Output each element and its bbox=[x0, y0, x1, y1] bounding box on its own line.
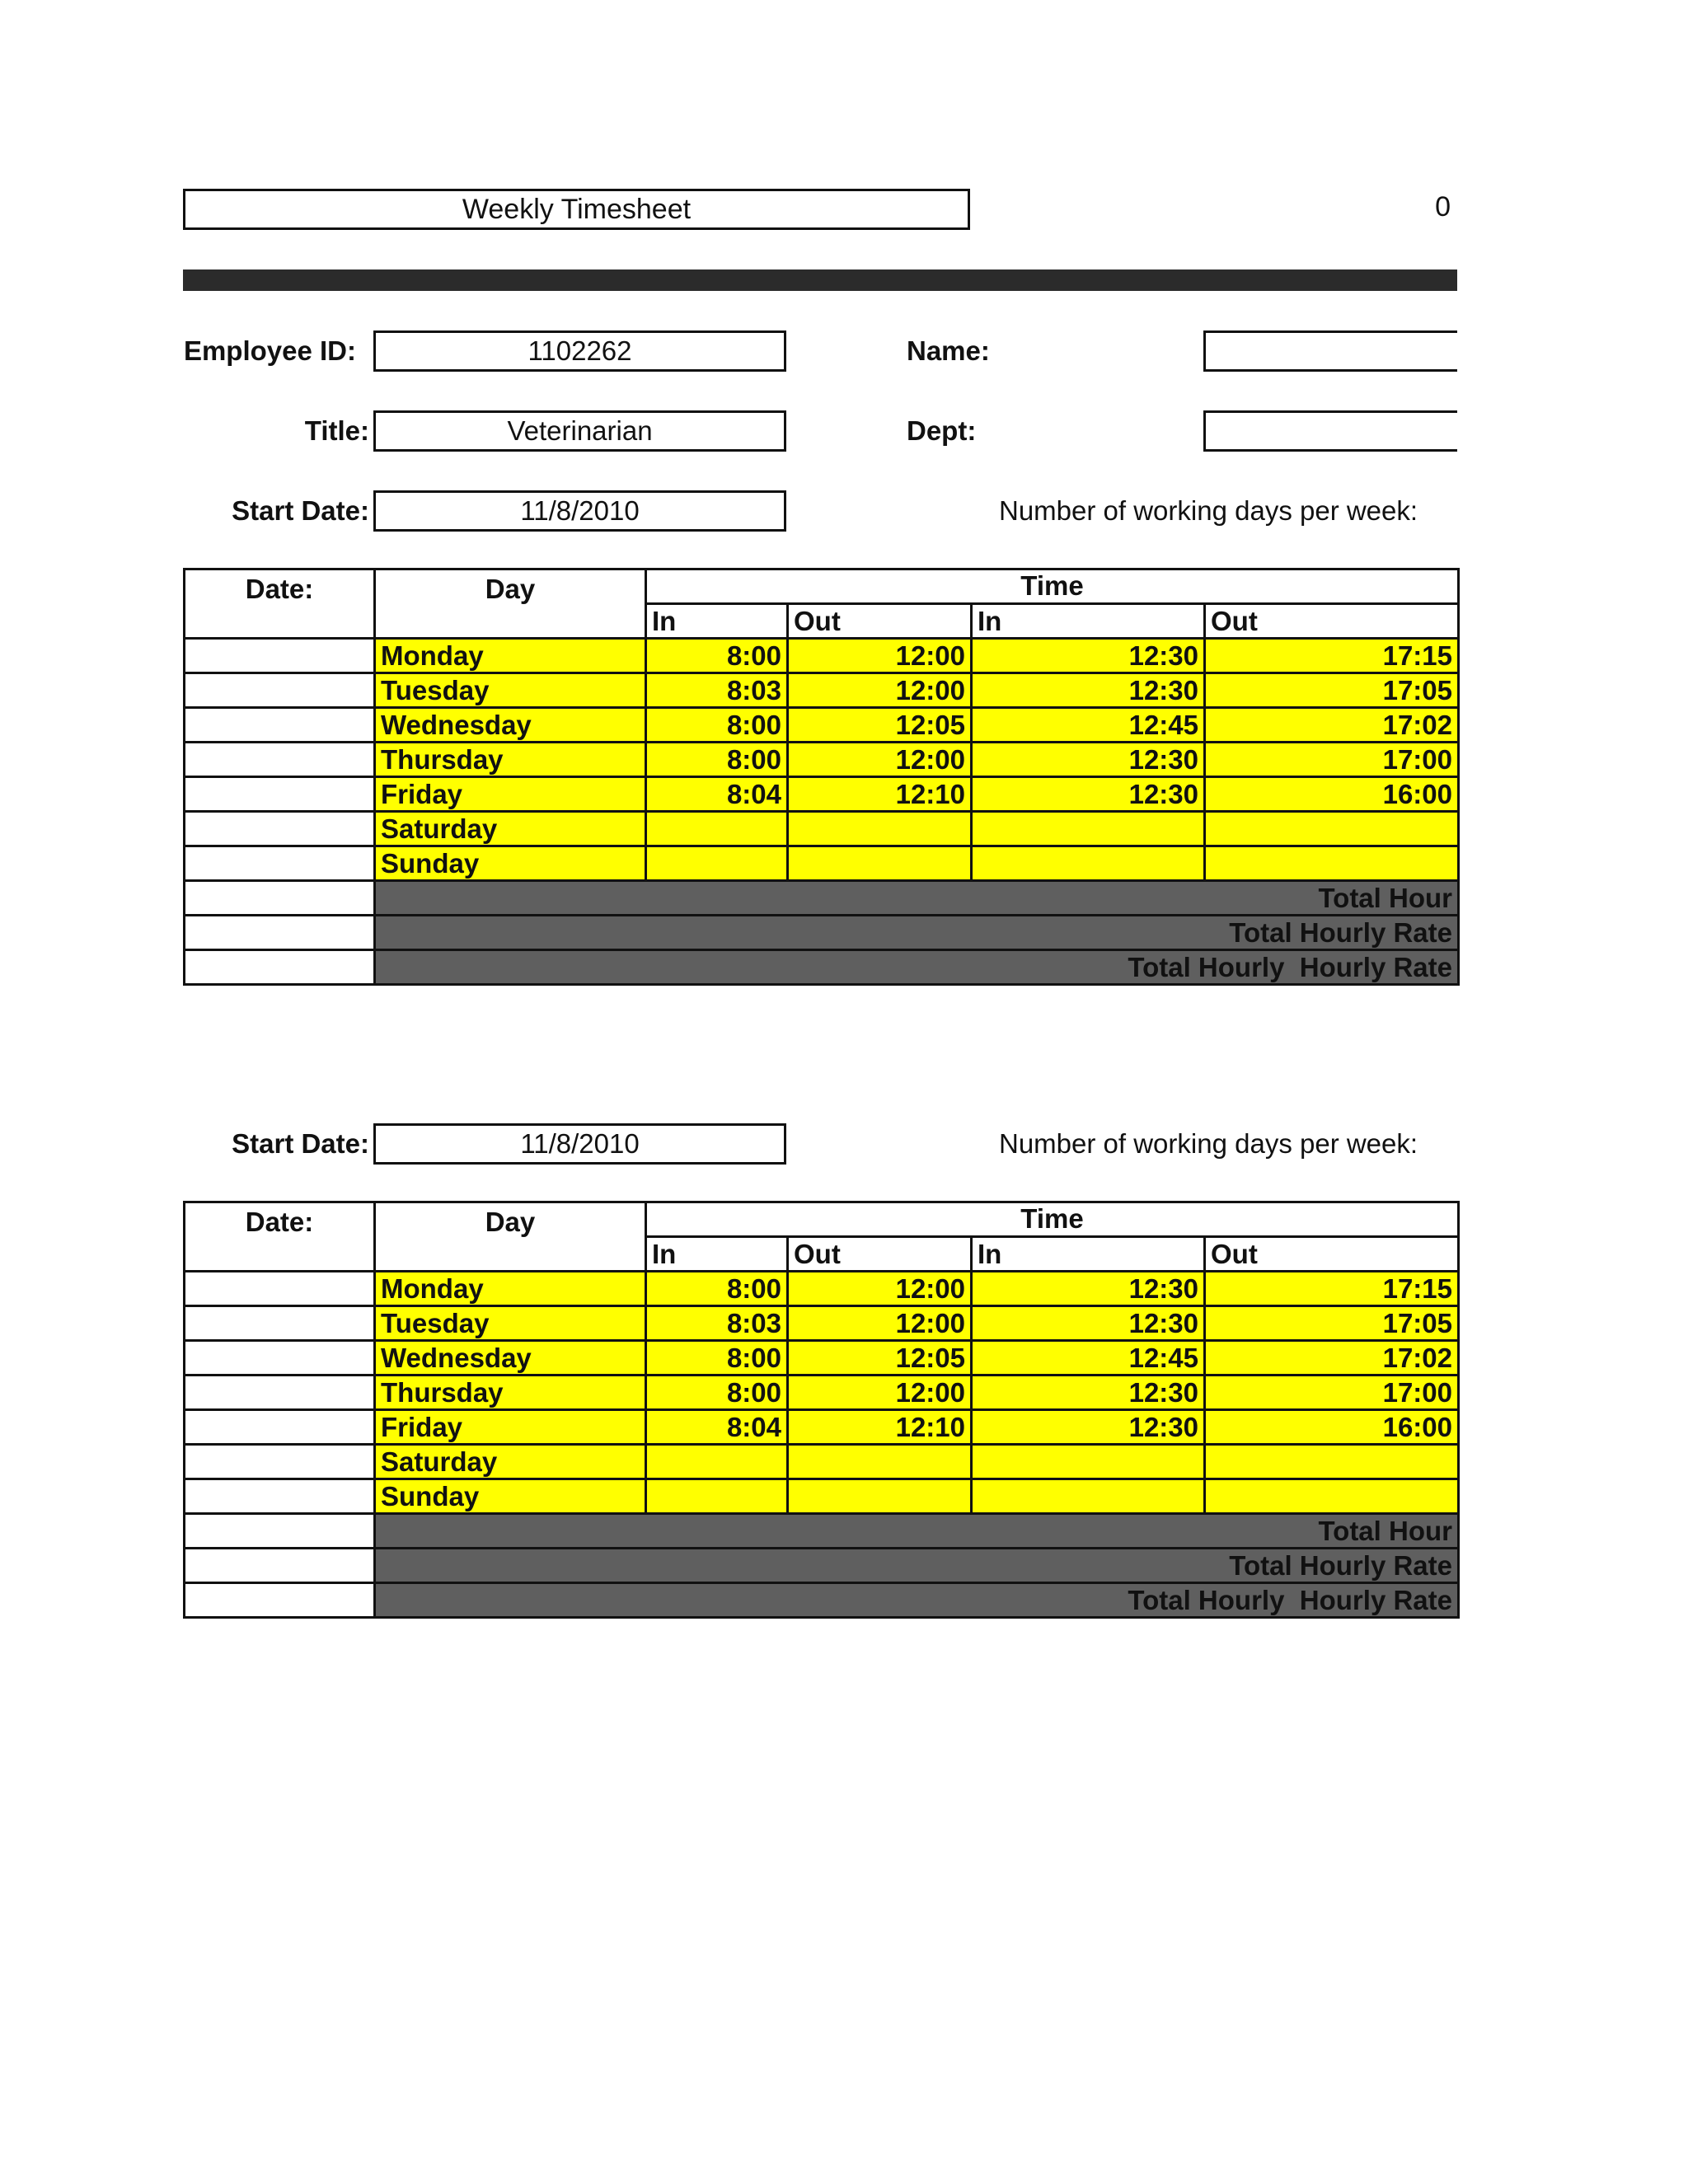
date-cell[interactable] bbox=[185, 1272, 375, 1306]
time-out-cell[interactable] bbox=[1205, 846, 1459, 881]
day-header: Day bbox=[375, 569, 646, 639]
time-in-cell[interactable]: 12:30 bbox=[972, 1272, 1205, 1306]
date-cell[interactable] bbox=[185, 708, 375, 743]
time-out-cell[interactable]: 16:00 bbox=[1205, 777, 1459, 812]
time-in-cell[interactable]: 12:30 bbox=[972, 1410, 1205, 1445]
in-header: In bbox=[972, 604, 1205, 639]
day-cell: Saturday bbox=[375, 812, 646, 846]
time-in-cell[interactable]: 12:45 bbox=[972, 1341, 1205, 1376]
header-divider-bar bbox=[183, 269, 1457, 291]
date-cell[interactable] bbox=[185, 916, 375, 950]
total-hourly-rate-label: Total Hourly Rate bbox=[375, 916, 1459, 950]
in-header: In bbox=[646, 1237, 788, 1272]
time-out-cell[interactable]: 17:00 bbox=[1205, 743, 1459, 777]
total-hourly-rate-label: Total Hourly Rate bbox=[375, 1549, 1459, 1583]
working-days-label: Number of working days per week: bbox=[999, 1128, 1418, 1159]
start-date-label: Start Date: bbox=[232, 495, 369, 526]
table-row bbox=[185, 1341, 1459, 1376]
time-in-cell[interactable]: 8:00 bbox=[646, 1376, 788, 1410]
time-in-cell[interactable]: 12:30 bbox=[972, 1306, 1205, 1341]
date-cell[interactable] bbox=[185, 846, 375, 881]
date-cell[interactable] bbox=[185, 743, 375, 777]
dept-field[interactable] bbox=[1203, 410, 1457, 452]
date-cell[interactable] bbox=[185, 1341, 375, 1376]
table-row bbox=[185, 846, 1459, 881]
total-hour-label: Total Hour bbox=[375, 1514, 1459, 1549]
start-date-field[interactable]: 11/8/2010 bbox=[373, 1123, 786, 1165]
time-in-cell[interactable]: 8:00 bbox=[646, 1341, 788, 1376]
out-header: Out bbox=[788, 1237, 972, 1272]
total-row bbox=[185, 1514, 1459, 1549]
table-row bbox=[185, 708, 1459, 743]
date-cell[interactable] bbox=[185, 1583, 375, 1618]
date-cell[interactable] bbox=[185, 777, 375, 812]
day-cell: Thursday bbox=[375, 743, 646, 777]
time-out-cell[interactable]: 17:00 bbox=[1205, 1376, 1459, 1410]
table-row bbox=[185, 777, 1459, 812]
total-row bbox=[185, 1583, 1459, 1618]
day-cell: Sunday bbox=[375, 1479, 646, 1514]
out-header: Out bbox=[788, 604, 972, 639]
timesheet-table bbox=[183, 1201, 1460, 1619]
time-in-cell[interactable]: 8:03 bbox=[646, 673, 788, 708]
date-cell[interactable] bbox=[185, 1549, 375, 1583]
time-header: Time bbox=[646, 569, 1459, 604]
day-cell: Monday bbox=[375, 1272, 646, 1306]
time-out-cell[interactable] bbox=[1205, 812, 1459, 846]
day-cell: Sunday bbox=[375, 846, 646, 881]
title-label: Title: bbox=[304, 415, 369, 446]
time-out-cell[interactable]: 16:00 bbox=[1205, 1410, 1459, 1445]
time-out-cell[interactable]: 12:00 bbox=[788, 673, 972, 708]
time-out-cell[interactable]: 17:02 bbox=[1205, 1341, 1459, 1376]
in-header: In bbox=[972, 1237, 1205, 1272]
time-out-cell[interactable] bbox=[788, 812, 972, 846]
out-header: Out bbox=[1205, 1237, 1459, 1272]
time-in-cell[interactable] bbox=[646, 846, 788, 881]
time-out-cell[interactable] bbox=[788, 1479, 972, 1514]
time-in-cell[interactable]: 8:04 bbox=[646, 1410, 788, 1445]
day-cell: Friday bbox=[375, 777, 646, 812]
table-row bbox=[185, 1445, 1459, 1479]
employee-id-label: Employee ID: bbox=[183, 335, 356, 366]
table-row bbox=[185, 1272, 1459, 1306]
start-date-field[interactable]: 11/8/2010 bbox=[373, 490, 786, 532]
time-in-cell[interactable]: 12:30 bbox=[972, 639, 1205, 673]
day-cell: Thursday bbox=[375, 1376, 646, 1410]
date-cell[interactable] bbox=[185, 812, 375, 846]
date-cell[interactable] bbox=[185, 1410, 375, 1445]
time-in-cell[interactable]: 12:30 bbox=[972, 673, 1205, 708]
time-in-cell[interactable]: 8:00 bbox=[646, 743, 788, 777]
time-out-cell[interactable]: 12:00 bbox=[788, 1272, 972, 1306]
timesheet-table bbox=[183, 568, 1460, 986]
time-in-cell[interactable] bbox=[646, 1479, 788, 1514]
time-header: Time bbox=[646, 1202, 1459, 1237]
time-in-cell[interactable]: 12:30 bbox=[972, 777, 1205, 812]
date-cell[interactable] bbox=[185, 1306, 375, 1341]
time-out-cell[interactable] bbox=[1205, 1479, 1459, 1514]
time-in-cell[interactable] bbox=[972, 1445, 1205, 1479]
total-hour-label: Total Hour bbox=[375, 881, 1459, 916]
time-out-cell[interactable]: 12:10 bbox=[788, 1410, 972, 1445]
date-cell[interactable] bbox=[185, 950, 375, 985]
table-row bbox=[185, 1376, 1459, 1410]
date-cell[interactable] bbox=[185, 1479, 375, 1514]
total-hourly-hourly-rate-label: Total Hourly Hourly Rate bbox=[375, 950, 1459, 985]
date-header: Date: bbox=[185, 1202, 375, 1272]
time-in-cell[interactable]: 8:00 bbox=[646, 1272, 788, 1306]
day-cell: Tuesday bbox=[375, 673, 646, 708]
table-row bbox=[185, 743, 1459, 777]
total-row bbox=[185, 1549, 1459, 1583]
time-in-cell[interactable]: 8:04 bbox=[646, 777, 788, 812]
title-field[interactable]: Veterinarian bbox=[373, 410, 786, 452]
time-out-cell[interactable]: 17:05 bbox=[1205, 1306, 1459, 1341]
time-in-cell[interactable] bbox=[646, 1445, 788, 1479]
out-header: Out bbox=[1205, 604, 1459, 639]
table-row bbox=[185, 1410, 1459, 1445]
name-label: Name: bbox=[907, 335, 990, 366]
date-cell[interactable] bbox=[185, 639, 375, 673]
name-field[interactable] bbox=[1203, 330, 1457, 372]
table-row bbox=[185, 673, 1459, 708]
time-in-cell[interactable]: 12:30 bbox=[972, 1376, 1205, 1410]
time-out-cell[interactable]: 17:15 bbox=[1205, 639, 1459, 673]
date-cell[interactable] bbox=[185, 1445, 375, 1479]
day-cell: Wednesday bbox=[375, 708, 646, 743]
time-out-cell[interactable]: 17:05 bbox=[1205, 673, 1459, 708]
table-row bbox=[185, 1479, 1459, 1514]
total-hourly-hourly-rate-label: Total Hourly Hourly Rate bbox=[375, 1583, 1459, 1618]
date-cell[interactable] bbox=[185, 881, 375, 916]
time-out-cell[interactable]: 12:00 bbox=[788, 743, 972, 777]
time-in-cell[interactable]: 12:30 bbox=[972, 743, 1205, 777]
day-cell: Saturday bbox=[375, 1445, 646, 1479]
time-in-cell[interactable] bbox=[972, 1479, 1205, 1514]
table-row bbox=[185, 812, 1459, 846]
date-cell[interactable] bbox=[185, 673, 375, 708]
time-out-cell[interactable] bbox=[788, 1445, 972, 1479]
time-out-cell[interactable] bbox=[1205, 1445, 1459, 1479]
day-cell: Wednesday bbox=[375, 1341, 646, 1376]
date-cell[interactable] bbox=[185, 1514, 375, 1549]
timesheet-title: Weekly Timesheet bbox=[183, 189, 970, 230]
time-out-cell[interactable]: 12:05 bbox=[788, 1341, 972, 1376]
time-out-cell[interactable]: 12:00 bbox=[788, 1306, 972, 1341]
time-out-cell[interactable]: 17:15 bbox=[1205, 1272, 1459, 1306]
date-cell[interactable] bbox=[185, 1376, 375, 1410]
total-row bbox=[185, 950, 1459, 985]
day-cell: Monday bbox=[375, 639, 646, 673]
in-header: In bbox=[646, 604, 788, 639]
page-number: 0 bbox=[1435, 191, 1451, 223]
table-row bbox=[185, 1306, 1459, 1341]
day-cell: Friday bbox=[375, 1410, 646, 1445]
working-days-label: Number of working days per week: bbox=[999, 495, 1418, 526]
day-header: Day bbox=[375, 1202, 646, 1272]
time-out-cell[interactable]: 12:10 bbox=[788, 777, 972, 812]
employee-id-field[interactable]: 1102262 bbox=[373, 330, 786, 372]
time-out-cell[interactable]: 12:00 bbox=[788, 1376, 972, 1410]
time-in-cell[interactable]: 12:45 bbox=[972, 708, 1205, 743]
start-date-label: Start Date: bbox=[232, 1128, 369, 1159]
time-out-cell[interactable]: 12:00 bbox=[788, 639, 972, 673]
total-row bbox=[185, 916, 1459, 950]
time-in-cell[interactable]: 8:00 bbox=[646, 708, 788, 743]
time-out-cell[interactable]: 17:02 bbox=[1205, 708, 1459, 743]
total-row bbox=[185, 881, 1459, 916]
day-cell: Tuesday bbox=[375, 1306, 646, 1341]
time-in-cell[interactable]: 8:00 bbox=[646, 639, 788, 673]
time-in-cell[interactable] bbox=[646, 812, 788, 846]
time-in-cell[interactable] bbox=[972, 846, 1205, 881]
table-row bbox=[185, 639, 1459, 673]
time-in-cell[interactable]: 8:03 bbox=[646, 1306, 788, 1341]
time-out-cell[interactable] bbox=[788, 846, 972, 881]
dept-label: Dept: bbox=[907, 415, 977, 446]
date-header: Date: bbox=[185, 569, 375, 639]
time-out-cell[interactable]: 12:05 bbox=[788, 708, 972, 743]
time-in-cell[interactable] bbox=[972, 812, 1205, 846]
